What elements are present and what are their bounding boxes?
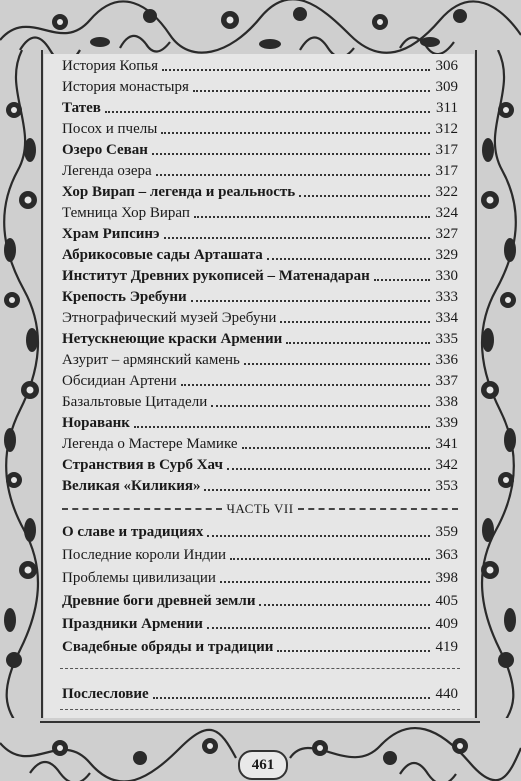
toc-leader-dots: [191, 299, 430, 302]
toc-entry-title: Свадебные обряды и традиции: [62, 639, 274, 655]
toc-entry-afterword[interactable]: [62, 684, 458, 704]
toc-leader-dots: [207, 626, 430, 629]
toc-leader-dots: [153, 696, 430, 699]
toc-leader-dots: [244, 362, 430, 365]
toc-entry-page: 317: [435, 142, 458, 158]
toc-entry[interactable]: [62, 98, 458, 118]
toc-leader-dots: [267, 257, 430, 260]
toc-entry-page: 335: [435, 331, 458, 347]
toc-entry-page: 336: [435, 352, 458, 368]
toc-entry-page: 322: [435, 184, 458, 200]
toc-entry[interactable]: [62, 266, 458, 286]
toc-entry[interactable]: [62, 476, 458, 496]
toc-entry[interactable]: [62, 392, 458, 412]
toc-entry-page: 329: [435, 247, 458, 263]
section-divider: [60, 709, 460, 710]
toc-leader-dots: [156, 173, 430, 176]
toc-entry-title: Азурит – армянский камень: [62, 352, 240, 368]
toc-entry-title: Темница Хор Вирап: [62, 205, 190, 221]
toc-leader-dots: [105, 110, 430, 113]
toc-entry[interactable]: [62, 591, 458, 611]
dashed-line: [298, 508, 458, 510]
toc-entry-page: 440: [435, 686, 458, 702]
dashed-line: [62, 508, 222, 510]
toc-entry[interactable]: [62, 545, 458, 565]
toc-leader-dots: [220, 580, 430, 583]
toc-leader-dots: [242, 446, 430, 449]
toc-entry[interactable]: [62, 203, 458, 223]
toc-entry-page: 333: [435, 289, 458, 305]
toc-entry-page: 405: [435, 593, 458, 609]
toc-leader-dots: [204, 488, 430, 491]
toc-entry[interactable]: [62, 182, 458, 202]
toc-entry-title: Этнографический музей Эребуни: [62, 310, 277, 326]
toc-leader-dots: [374, 278, 430, 281]
toc-entry-page: 337: [435, 373, 458, 389]
toc-entry-page: 363: [435, 547, 458, 563]
toc-entry-page: 311: [436, 100, 458, 116]
toc-leader-dots: [230, 557, 430, 560]
toc-entry-title: Нетускнеющие краски Армении: [62, 331, 283, 347]
ornament-top-border: [0, 0, 521, 60]
toc-entry[interactable]: [62, 522, 458, 542]
toc-leader-dots: [152, 152, 430, 155]
toc-entry[interactable]: [62, 56, 458, 76]
toc-entry-title: Праздники Армении: [62, 616, 203, 632]
toc-entry[interactable]: [62, 329, 458, 349]
toc-entry[interactable]: [62, 413, 458, 433]
toc-entry[interactable]: [62, 637, 458, 657]
ornament-left-border: [0, 50, 44, 730]
toc-leader-dots: [280, 320, 430, 323]
toc-entry-title: Проблемы цивилизации: [62, 570, 216, 586]
toc-entry-page: 306: [435, 58, 458, 74]
toc-entry[interactable]: [62, 140, 458, 160]
toc-entry[interactable]: [62, 245, 458, 265]
page-number: 461: [238, 750, 288, 780]
toc-entry[interactable]: [62, 77, 458, 97]
toc-entry-page: 398: [435, 570, 458, 586]
toc-entry-page: 312: [435, 121, 458, 137]
toc-entry-title: Нораванк: [62, 415, 130, 431]
toc-entry-title: Храм Рипсинэ: [62, 226, 160, 242]
toc-leader-dots: [164, 236, 430, 239]
toc-leader-dots: [134, 425, 430, 428]
toc-leader-dots: [161, 131, 430, 134]
toc-entry-page: 324: [435, 205, 458, 221]
toc-entry[interactable]: [62, 224, 458, 244]
toc-entry-page: 419: [435, 639, 458, 655]
toc-entry-page: 330: [435, 268, 458, 284]
toc-entry-page: 341: [435, 436, 458, 452]
toc-entry-title: Последние короли Индии: [62, 547, 227, 563]
toc-entry-title: Послесловие: [62, 686, 149, 702]
toc-entry-title: Странствия в Сурб Хач: [62, 457, 223, 473]
toc-leader-dots: [286, 341, 430, 344]
toc-entry-page: 309: [435, 79, 458, 95]
toc-entry-page: 317: [435, 163, 458, 179]
toc-entry-title: Крепость Эребуни: [62, 289, 187, 305]
toc-entry-page: 338: [435, 394, 458, 410]
toc-entry-page: 334: [435, 310, 458, 326]
toc-entry-page: 339: [435, 415, 458, 431]
toc-leader-dots: [227, 467, 430, 470]
toc-entry-title: Обсидиан Артени: [62, 373, 177, 389]
toc-leader-dots: [259, 603, 430, 606]
toc-entry-page: 359: [435, 524, 458, 540]
toc-leader-dots: [162, 68, 430, 71]
toc-entry[interactable]: [62, 119, 458, 139]
part-heading: ЧАСТЬ VII: [226, 501, 294, 516]
toc-entry-title: Посох и пчелы: [62, 121, 158, 137]
part-separator: [62, 500, 458, 518]
toc-entry[interactable]: [62, 434, 458, 454]
toc-entry-page: 353: [435, 478, 458, 494]
toc-entry-title: Абрикосовые сады Арташата: [62, 247, 263, 263]
toc-entry-page: 409: [435, 616, 458, 632]
toc-entry-title: Озеро Севан: [62, 142, 148, 158]
toc-entry[interactable]: [62, 287, 458, 307]
toc-entry[interactable]: [62, 350, 458, 370]
toc-entry-title: Легенда озера: [62, 163, 152, 179]
toc-entry[interactable]: [62, 371, 458, 391]
toc-entry-page: 342: [435, 457, 458, 473]
toc-entry-title: Великая «Киликия»: [62, 478, 201, 494]
section-divider: [60, 668, 460, 669]
toc-entry-title: Институт Древних рукописей – Матенадаран: [62, 268, 370, 284]
toc-leader-dots: [181, 383, 430, 386]
toc-leader-dots: [193, 89, 430, 92]
ornament-right-border: [474, 50, 521, 730]
toc-entry-title: О славе и традициях: [62, 524, 204, 540]
toc-entry[interactable]: [62, 455, 458, 475]
toc-leader-dots: [299, 194, 430, 197]
toc-leader-dots: [207, 534, 430, 537]
toc-entry-title: Татев: [62, 100, 101, 116]
toc-entry-title: Базальтовые Цитадели: [62, 394, 208, 410]
toc-leader-dots: [194, 215, 430, 218]
toc-entry-title: Легенда о Мастере Мамике: [62, 436, 238, 452]
toc-entry[interactable]: [62, 568, 458, 588]
toc-leader-dots: [211, 404, 430, 407]
toc-entry-page: 327: [435, 226, 458, 242]
toc-entry[interactable]: [62, 308, 458, 328]
toc-entry-title: История Копья: [62, 58, 159, 74]
toc-entry[interactable]: [62, 161, 458, 181]
toc-entry-title: Хор Вирап – легенда и реальность: [62, 184, 296, 200]
toc-entry[interactable]: [62, 614, 458, 634]
toc-entry-title: История монастыря: [62, 79, 189, 95]
toc-leader-dots: [277, 649, 430, 652]
toc-entry-title: Древние боги древней земли: [62, 593, 256, 609]
